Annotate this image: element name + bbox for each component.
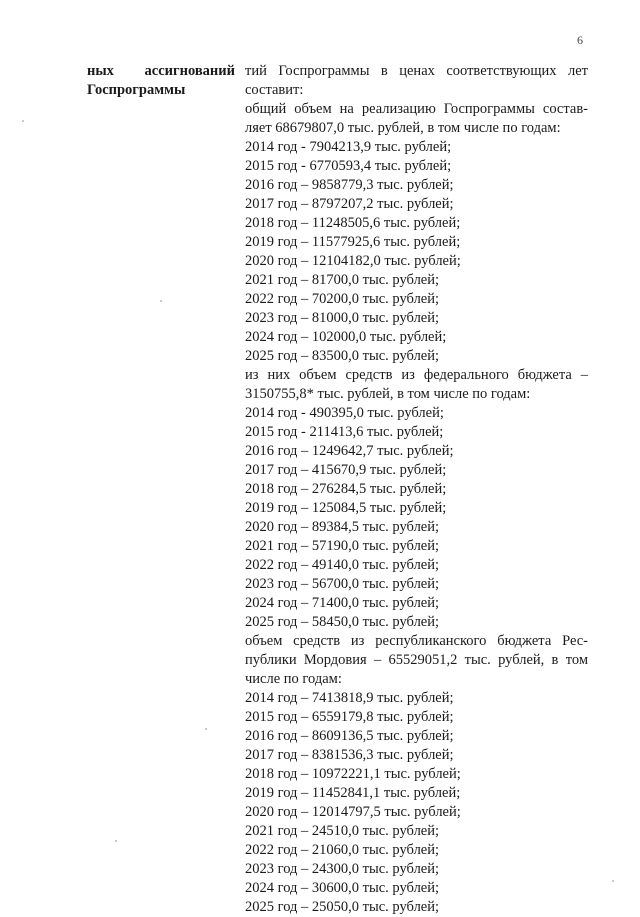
- regional-year-item: 2022 год – 21060,0 тыс. рублей;: [245, 842, 440, 858]
- regional-year-item: 2015 год – 6559179,8 тыс. рублей;: [245, 709, 454, 725]
- total-year-item: 2022 год – 70200,0 тыс. рублей;: [245, 291, 440, 307]
- regional-line: публики Мордовия – 65529051,2 тыс. рублей, в том: [245, 652, 588, 668]
- regional-year-item: 2024 год – 30600,0 тыс. рублей;: [245, 880, 440, 896]
- left-heading-line-1: ных ассигнований: [87, 63, 235, 79]
- federal-year-item: 2022 год – 49140,0 тыс. рублей;: [245, 557, 440, 573]
- federal-block: [245, 366, 588, 632]
- federal-year-item: 2018 год – 276284,5 тыс. рублей;: [245, 481, 447, 497]
- federal-year-item: 2014 год - 490395,0 тыс. рублей;: [245, 405, 444, 421]
- regional-year-item: 2025 год – 25050,0 тыс. рублей;: [245, 899, 440, 915]
- scan-speck: [160, 300, 162, 302]
- federal-year-item: 2020 год – 89384,5 тыс. рублей;: [245, 519, 440, 535]
- total-year-item: 2014 год - 7904213,9 тыс. рублей;: [245, 139, 452, 155]
- total-year-item: 2023 год – 81000,0 тыс. рублей;: [245, 310, 440, 326]
- total-line: общий объем на реализацию Госпрограммы состав-: [245, 101, 588, 117]
- regional-block: [245, 632, 588, 917]
- total-year-item: 2024 год – 102000,0 тыс. рублей;: [245, 329, 447, 345]
- total-year-item: 2020 год – 12104182,0 тыс. рублей;: [245, 253, 461, 269]
- total-year-item: 2015 год - 6770593,4 тыс. рублей;: [245, 158, 452, 174]
- regional-year-item: 2023 год – 24300,0 тыс. рублей;: [245, 861, 440, 877]
- total-year-item: 2016 год – 9858779,3 тыс. рублей;: [245, 177, 454, 193]
- regional-line: числе по годам:: [245, 671, 342, 687]
- regional-year-item: 2019 год – 11452841,1 тыс. рублей;: [245, 785, 461, 801]
- column-divider: [240, 60, 241, 860]
- scan-speck: [115, 840, 117, 842]
- regional-year-item: 2014 год – 7413818,9 тыс. рублей;: [245, 690, 454, 706]
- federal-year-item: 2017 год – 415670,9 тыс. рублей;: [245, 462, 447, 478]
- federal-year-item: 2016 год – 1249642,7 тыс. рублей;: [245, 443, 454, 459]
- total-year-item: 2017 год – 8797207,2 тыс. рублей;: [245, 196, 454, 212]
- total-year-item: 2018 год – 11248505,6 тыс. рублей;: [245, 215, 461, 231]
- federal-year-item: 2025 год – 58450,0 тыс. рублей;: [245, 614, 440, 630]
- left-column-heading: [87, 62, 235, 100]
- regional-year-item: 2021 год – 24510,0 тыс. рублей;: [245, 823, 440, 839]
- total-years-list: [245, 138, 588, 366]
- intro-line: тий Госпрограммы в ценах соответствующих лет: [245, 63, 588, 79]
- right-column-content: [245, 62, 588, 917]
- left-heading-line-2: Госпрограммы: [87, 82, 186, 98]
- total-year-item: 2019 год – 11577925,6 тыс. рублей;: [245, 234, 461, 250]
- total-year-item: 2021 год – 81700,0 тыс. рублей;: [245, 272, 440, 288]
- regional-year-item: 2016 год – 8609136,5 тыс. рублей;: [245, 728, 454, 744]
- intro-block: [245, 62, 588, 100]
- regional-year-item: 2018 год – 10972221,1 тыс. рублей;: [245, 766, 461, 782]
- federal-years-list: [245, 404, 588, 632]
- federal-year-item: 2019 год – 125084,5 тыс. рублей;: [245, 500, 447, 516]
- federal-year-item: 2024 год – 71400,0 тыс. рублей;: [245, 595, 440, 611]
- regional-line: объем средств из республиканского бюджета Рес-: [245, 633, 588, 649]
- total-year-item: 2025 год – 83500,0 тыс. рублей;: [245, 348, 440, 364]
- page-number: 6: [577, 33, 583, 47]
- federal-year-item: 2023 год – 56700,0 тыс. рублей;: [245, 576, 440, 592]
- regional-year-item: 2017 год – 8381536,3 тыс. рублей;: [245, 747, 454, 763]
- intro-line: составит:: [245, 82, 304, 98]
- scan-speck: [612, 880, 614, 882]
- scan-speck: [22, 120, 24, 122]
- scan-speck: [205, 728, 207, 730]
- total-block: [245, 100, 588, 366]
- federal-line: 3150755,8* тыс. рублей, в том числе по годам:: [245, 386, 531, 402]
- total-line: ляет 68679807,0 тыс. рублей, в том числе по годам:: [245, 120, 561, 136]
- federal-line: из них объем средств из федерального бюджета –: [245, 367, 588, 383]
- federal-year-item: 2015 год - 211413,6 тыс. рублей;: [245, 424, 444, 440]
- federal-year-item: 2021 год – 57190,0 тыс. рублей;: [245, 538, 440, 554]
- regional-year-item: 2020 год – 12014797,5 тыс. рублей;: [245, 804, 461, 820]
- regional-years-list: [245, 689, 588, 917]
